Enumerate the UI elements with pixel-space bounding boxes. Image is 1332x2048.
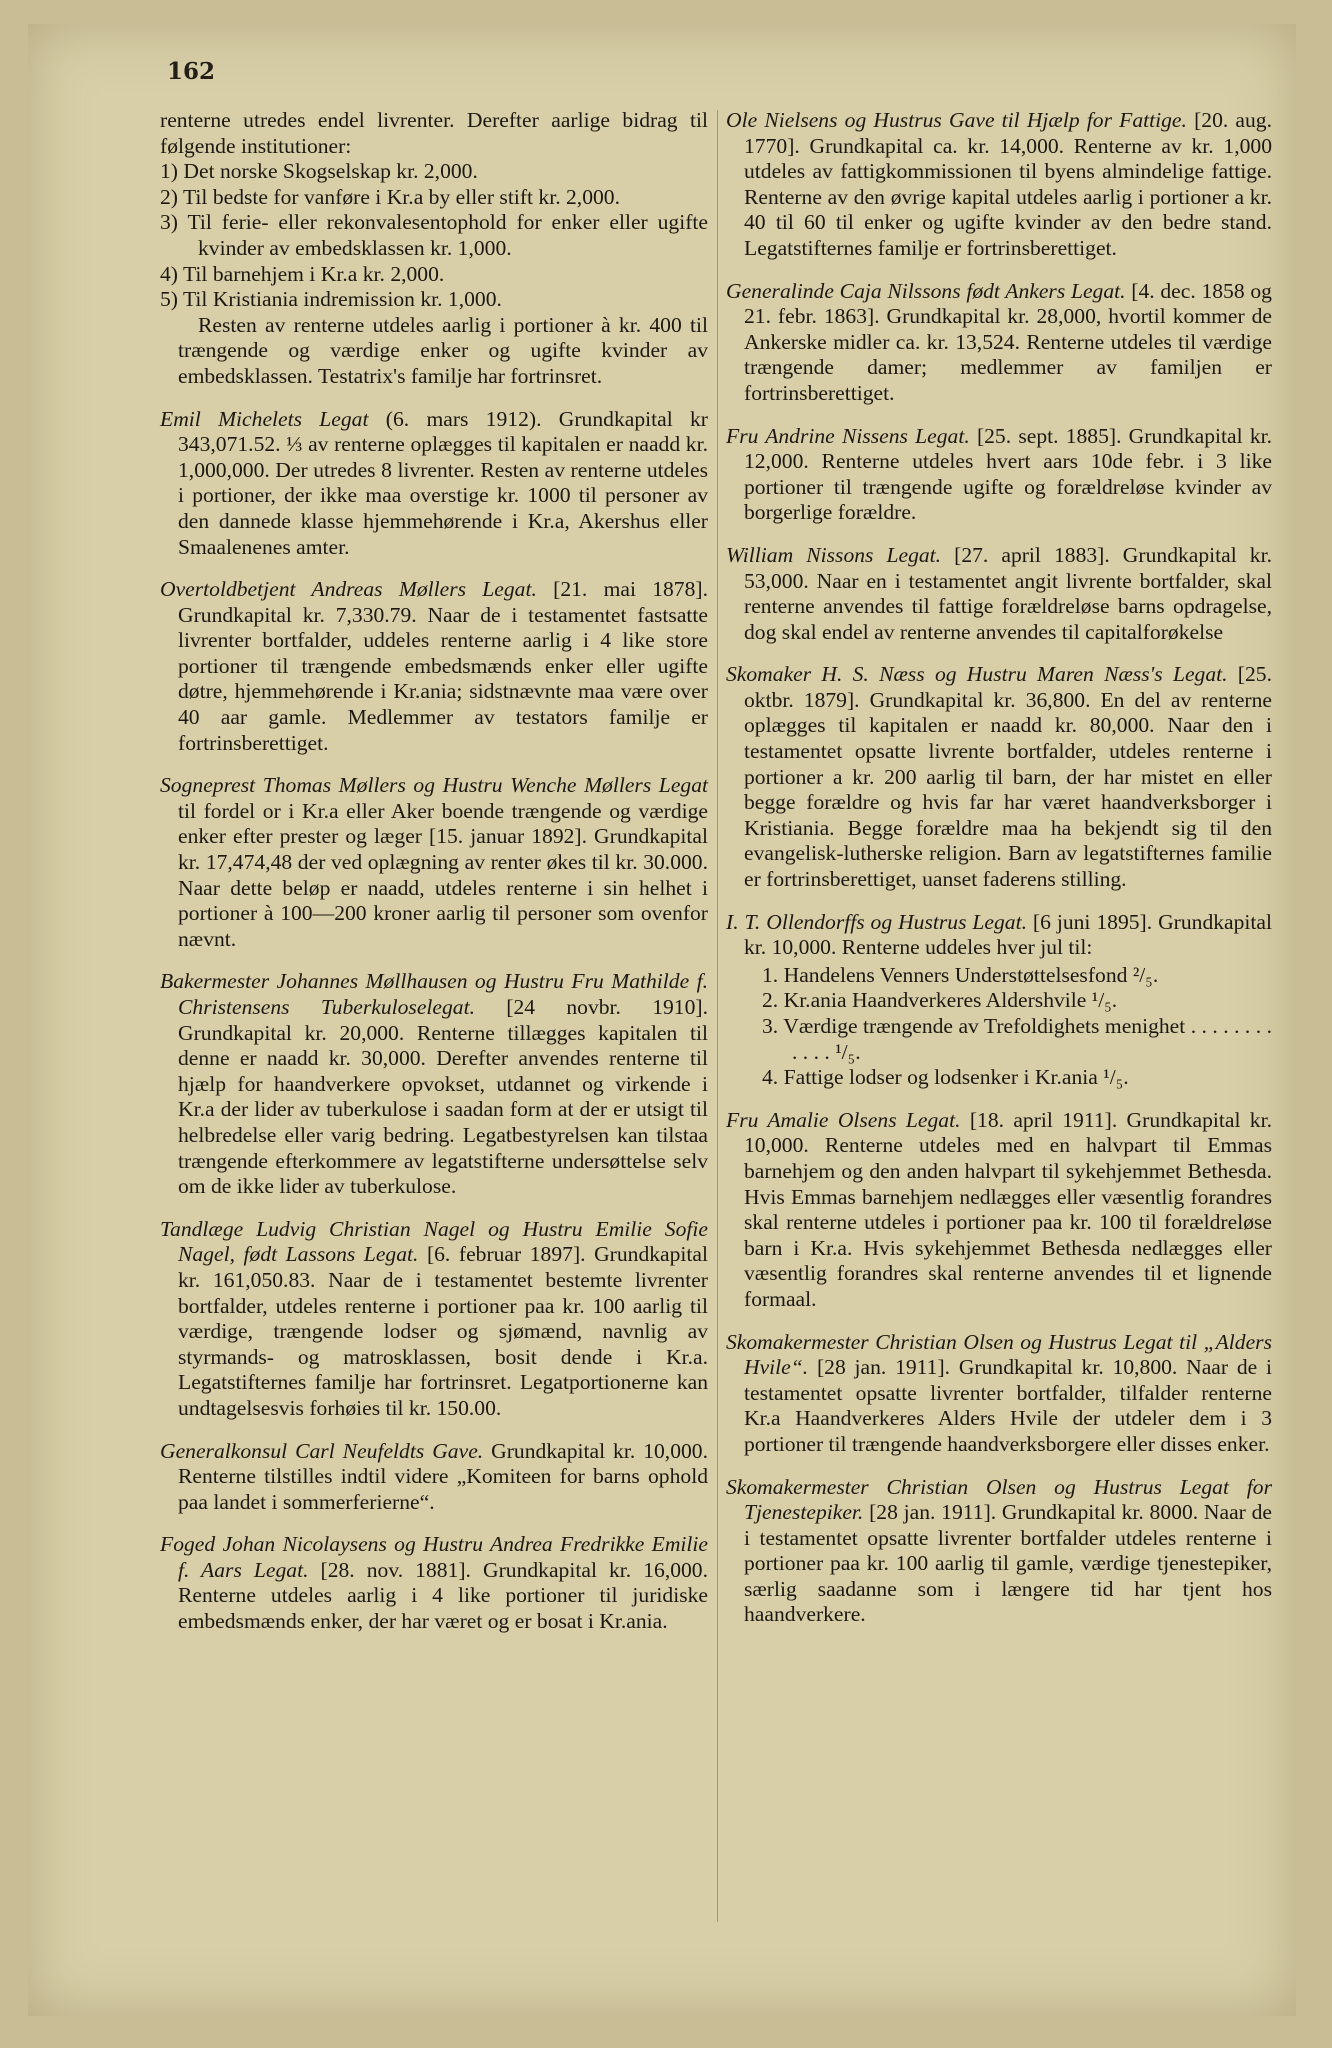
legat-entry <box>160 1439 708 1516</box>
entry-text: [21. mai 1878]. Grundkapital kr. 7,330.79. Naar de i testamentet fastsatte livrenter bortfalder, uddeles renterne aarlig i 4 like store portioner til trængende embedsmænds enker eller ugifte døtre, hjemmehørende i Kr.ania; sidstnævnte maa være over 40 aar gamle. Medlemmer av testators familje er fortrinsberettiget. <box>178 577 708 755</box>
entry-text: (6. mars 1912). Grundkapital kr 343,071.52. ⅓ av renterne oplægges til kapitalen er naadd kr. 1,000,000. Der utredes 8 livrenter. Resten av renterne utdeles i portioner, der ikke maa overstige kr. 1000 til personer av den dannede klasse hjemmehørende i Kr.a, Akershus eller Smaalenenes amter. <box>178 406 708 559</box>
intro-list-item: 3) Til ferie- eller rekonvalesentophold for enker eller ugifte kvinder av embedsklassen kr. 1,000. <box>160 210 708 260</box>
entry-text: [28 jan. 1911]. Grundkapital kr. 8000. Naar de i testamentet opsatte livrenter bortfalder utdeles renterne i portioner paa kr. 100 aarlig til gamle, værdige tjenestepiker, særlig saadanne som i længere tid har tjent hos haandverkere. <box>744 1500 1272 1627</box>
entry-text: [28. nov. 1881]. Grundkapital kr. 16,000. Renterne utdeles aarlig i 4 like portioner til juridiske embedsmænds enker, der har været og er bosat i Kr.ania. <box>178 1557 709 1634</box>
entry-text: [18. april 1911]. Grundkapital kr. 10,000. Renterne utdeles med en halvpart til Emmas barnehjem og den anden halvpart til sykehjemmet Bethesda. Hvis Emmas barnehjem nedlægges eller væsentlig forandres skal renterne utdeles i portioner paa kr. 100 til forældreløse barn i Kr.a. Hvis sykehjemmet Bethesda nedlægges eller væsentlig forandres skal renterne anvendes til et lignende formaal. <box>744 1107 1272 1311</box>
legat-entry <box>160 969 708 1199</box>
entry-text: til fordel or i Kr.a eller Aker boende trængende og værdige enker efter prester og læger [15. januar 1892]. Grundkapital kr. 17,474,48 der ved oplægning av renter økes til kr. 30.000. Naar dette beløp er naadd, utdeles renterne i sin helhet i portioner à 100—200 kroner aarlig til personer som ovenfor nævnt. <box>178 798 708 951</box>
column-divider <box>717 110 718 1922</box>
legat-entry <box>160 1532 708 1634</box>
entry-title: Skomakermester Christian Olsen og Hustrus Legat for Tjenestepiker. <box>726 1474 1272 1525</box>
intro-list-item: 1) Det norske Skogselskap kr. 2,000. <box>160 159 478 184</box>
entry-title: Overtoldbetjent Andreas Møllers Legat. <box>160 577 537 602</box>
legat-entry <box>726 1330 1272 1458</box>
intro-tail: Resten av renterne utdeles aarlig i portioner à kr. 400 til trængende og værdige enker og ugifte kvinder av embedsklassen. Testatrix's familje har fortrinsret. <box>178 312 708 388</box>
entry-text: [6. februar 1897]. Grundkapital kr. 161,050.83. Naar de i testamentet bestemte livrenter bortfalder, utdeles renterne i portioner paa kr. 100 aarlig til værdige, trængende lodser og sjømænd, navnlig av styrmands- og matrosklassen, bosit dende i Kr.a. Legatstifternes familje har fortrinsret. Legatportionerne kan undtagelsesvis forhøies til kr. 150.00. <box>178 1242 709 1420</box>
legat-entry <box>160 773 708 952</box>
entry-title: Ole Nielsens og Hustrus Gave til Hjælp for Fattige. <box>726 108 1187 132</box>
intro-list-item: 2) Til bedste for vanføre i Kr.a by eller stift kr. 2,000. <box>160 184 620 209</box>
intro-text: renterne utredes endel livrenter. Derefter aarlige bidrag til følgende institutioner: <box>160 108 708 158</box>
entry-title: Skomaker H. S. Næss og Hustru Maren Næss's Legat. <box>726 662 1228 687</box>
legat-entry <box>160 1217 708 1422</box>
entry-title: Skomakermester Christian Olsen og Hustrus Legat til „Alders Hvile“. <box>726 1329 1272 1380</box>
intro-block <box>160 108 708 390</box>
entry-title: Sogneprest Thomas Møllers og Hustru Wenche Møllers Legat <box>160 773 708 798</box>
entry-title: Bakermester Johannes Møllhausen og Hustru Fru Mathilde f. Christensens Tuberkuloselegat. <box>160 969 708 1019</box>
distribution-item: 2. Kr.ania Haandverkeres Aldershvile ¹/₅. <box>762 988 1118 1013</box>
legat-entry <box>160 577 708 756</box>
entry-title: Fru Andrine Nissens Legat. <box>726 423 970 448</box>
entry-title: Foged Johan Nicolaysens og Hustru Andrea Fredrikke Emilie f. Aars Legat. <box>160 1532 708 1582</box>
entry-text: [24 novbr. 1910]. Grundkapital kr. 20,000. Renterne tillægges kapitalen til denne er naadd kr. 30,000. Derefter anvendes renterne til hjælp for haandverkere opvokset, utdannet og virkende i Kr.a der lider av tuberkulose i saadan form at der er utsigt til helbredelse eller varig bedring. Legatbestyrelsen kan tilstaa trængende efterkommere av legatstifterne undersøttelse selv om de ikke lider av tuberkulose. <box>178 995 708 1199</box>
legat-entry <box>726 662 1272 892</box>
legat-entry <box>726 279 1272 407</box>
left-column <box>160 108 708 1652</box>
entry-title: William Nissons Legat. <box>726 542 942 567</box>
entry-title: Emil Michelets Legat <box>160 406 369 431</box>
ollendorff-distribution-list <box>726 963 1272 1091</box>
intro-list-item: 4) Til barnehjem i Kr.a kr. 2,000. <box>160 261 445 286</box>
legat-entry <box>726 108 1272 262</box>
legat-entry <box>726 543 1272 645</box>
entry-text: [25. sept. 1885]. Grundkapital kr. 12,000. Renterne utdeles hvert aars 10de febr. i 3 like portioner til trængende ugifte og forældreløse kvinder av borgerlige forældre. <box>744 423 1273 525</box>
legat-entry <box>726 424 1272 526</box>
entry-title: I. T. Ollendorffs og Hustrus Legat. <box>726 909 1027 934</box>
legat-entry <box>160 407 708 561</box>
legat-entry <box>726 1108 1272 1313</box>
distribution-item: 4. Fattige lodser og lodsenker i Kr.ania ¹/₅. <box>762 1065 1129 1090</box>
intro-list-item: 5) Til Kristiania indremission kr. 1,000. <box>160 287 502 312</box>
entry-title: Tandlæge Ludvig Christian Nagel og Hustru Emilie Sofie Nagel, født Lassons Legat. <box>160 1216 708 1267</box>
entry-text: [4. dec. 1858 og 21. febr. 1863]. Grundkapital kr. 28,000, hvortil kommer de Ankerske midler ca. kr. 13,524. Renterne utdeles til værdige trængende damer; medlemmer av familjen er fortrinsberettiget. <box>744 278 1272 405</box>
legat-entry <box>726 1475 1272 1629</box>
legat-entry <box>726 910 1272 961</box>
entry-title: Generalkonsul Carl Neufeldts Gave. <box>160 1438 484 1463</box>
entry-text: Grundkapital kr. 10,000. Renterne tilstilles indtil videre „Komiteen for barns ophold paa landet i sommerferierne“. <box>178 1438 708 1514</box>
entry-text: [27. april 1883]. Grundkapital kr. 53,000. Naar en i testamentet angit livrente bortfalder, skal renterne anvendes til fattige forældreløse barns opdragelse, dog skal endel av renterne anvendes til capitalforøkelse <box>744 542 1272 644</box>
entry-text: [25. oktbr. 1879]. Grundkapital kr. 36,800. En del av renterne oplægges til kapitalen er naadd kr. 80,000. Naar den i testamentet opsatte livrente bortfalder, utdeles renterne i portioner a kr. 200 aarlig til barn, der har mistet en eller begge forældre og hvis far har været haandverksborger i Kristiania. Begge forældre maa ha bekjendt sig til den evangelisk-lutherske religion. Barn av legatstifternes familie er fortrinsberettiget, uanset faderens stilling. <box>744 662 1272 892</box>
entry-text: [6 juni 1895]. Grundkapital kr. 10,000. Renterne uddeles hver jul til: <box>744 909 1273 960</box>
entry-title: Generalinde Caja Nilssons født Ankers Legat. <box>726 278 1126 303</box>
distribution-item: 1. Handelens Venners Understøttelsesfond ²/₅. <box>762 962 1159 987</box>
page-number: 162 <box>167 58 216 85</box>
intro-list <box>160 159 708 313</box>
right-column <box>726 108 1272 1645</box>
entry-text: [28 jan. 1911]. Grundkapital kr. 10,800. Naar de i testamentet opsatte livrenter bortfalder, tilfalder renterne Kr.a Haandverkeres Alders Hvile der utdeler dem i 3 portioner til trængende haandverksborgere eller disses enker. <box>744 1355 1272 1456</box>
distribution-item: 3. Værdige trængende av Trefoldighets menighet . . . . . . . . . . . . ¹/₅. <box>762 1014 1272 1064</box>
entry-title: Fru Amalie Olsens Legat. <box>726 1107 961 1132</box>
entry-text: [20. aug. 1770]. Grundkapital ca. kr. 14,000. Renterne av kr. 1,000 utdeles av fattigkommissionen til byens almindelige fattige. Renterne av den øvrige kapital utdeles aarlig i portioner a kr. 40 til 60 til enker og ugifte kvinder av den bedre stand. Legatstifternes familje er fortrinsberettiget. <box>744 108 1272 260</box>
